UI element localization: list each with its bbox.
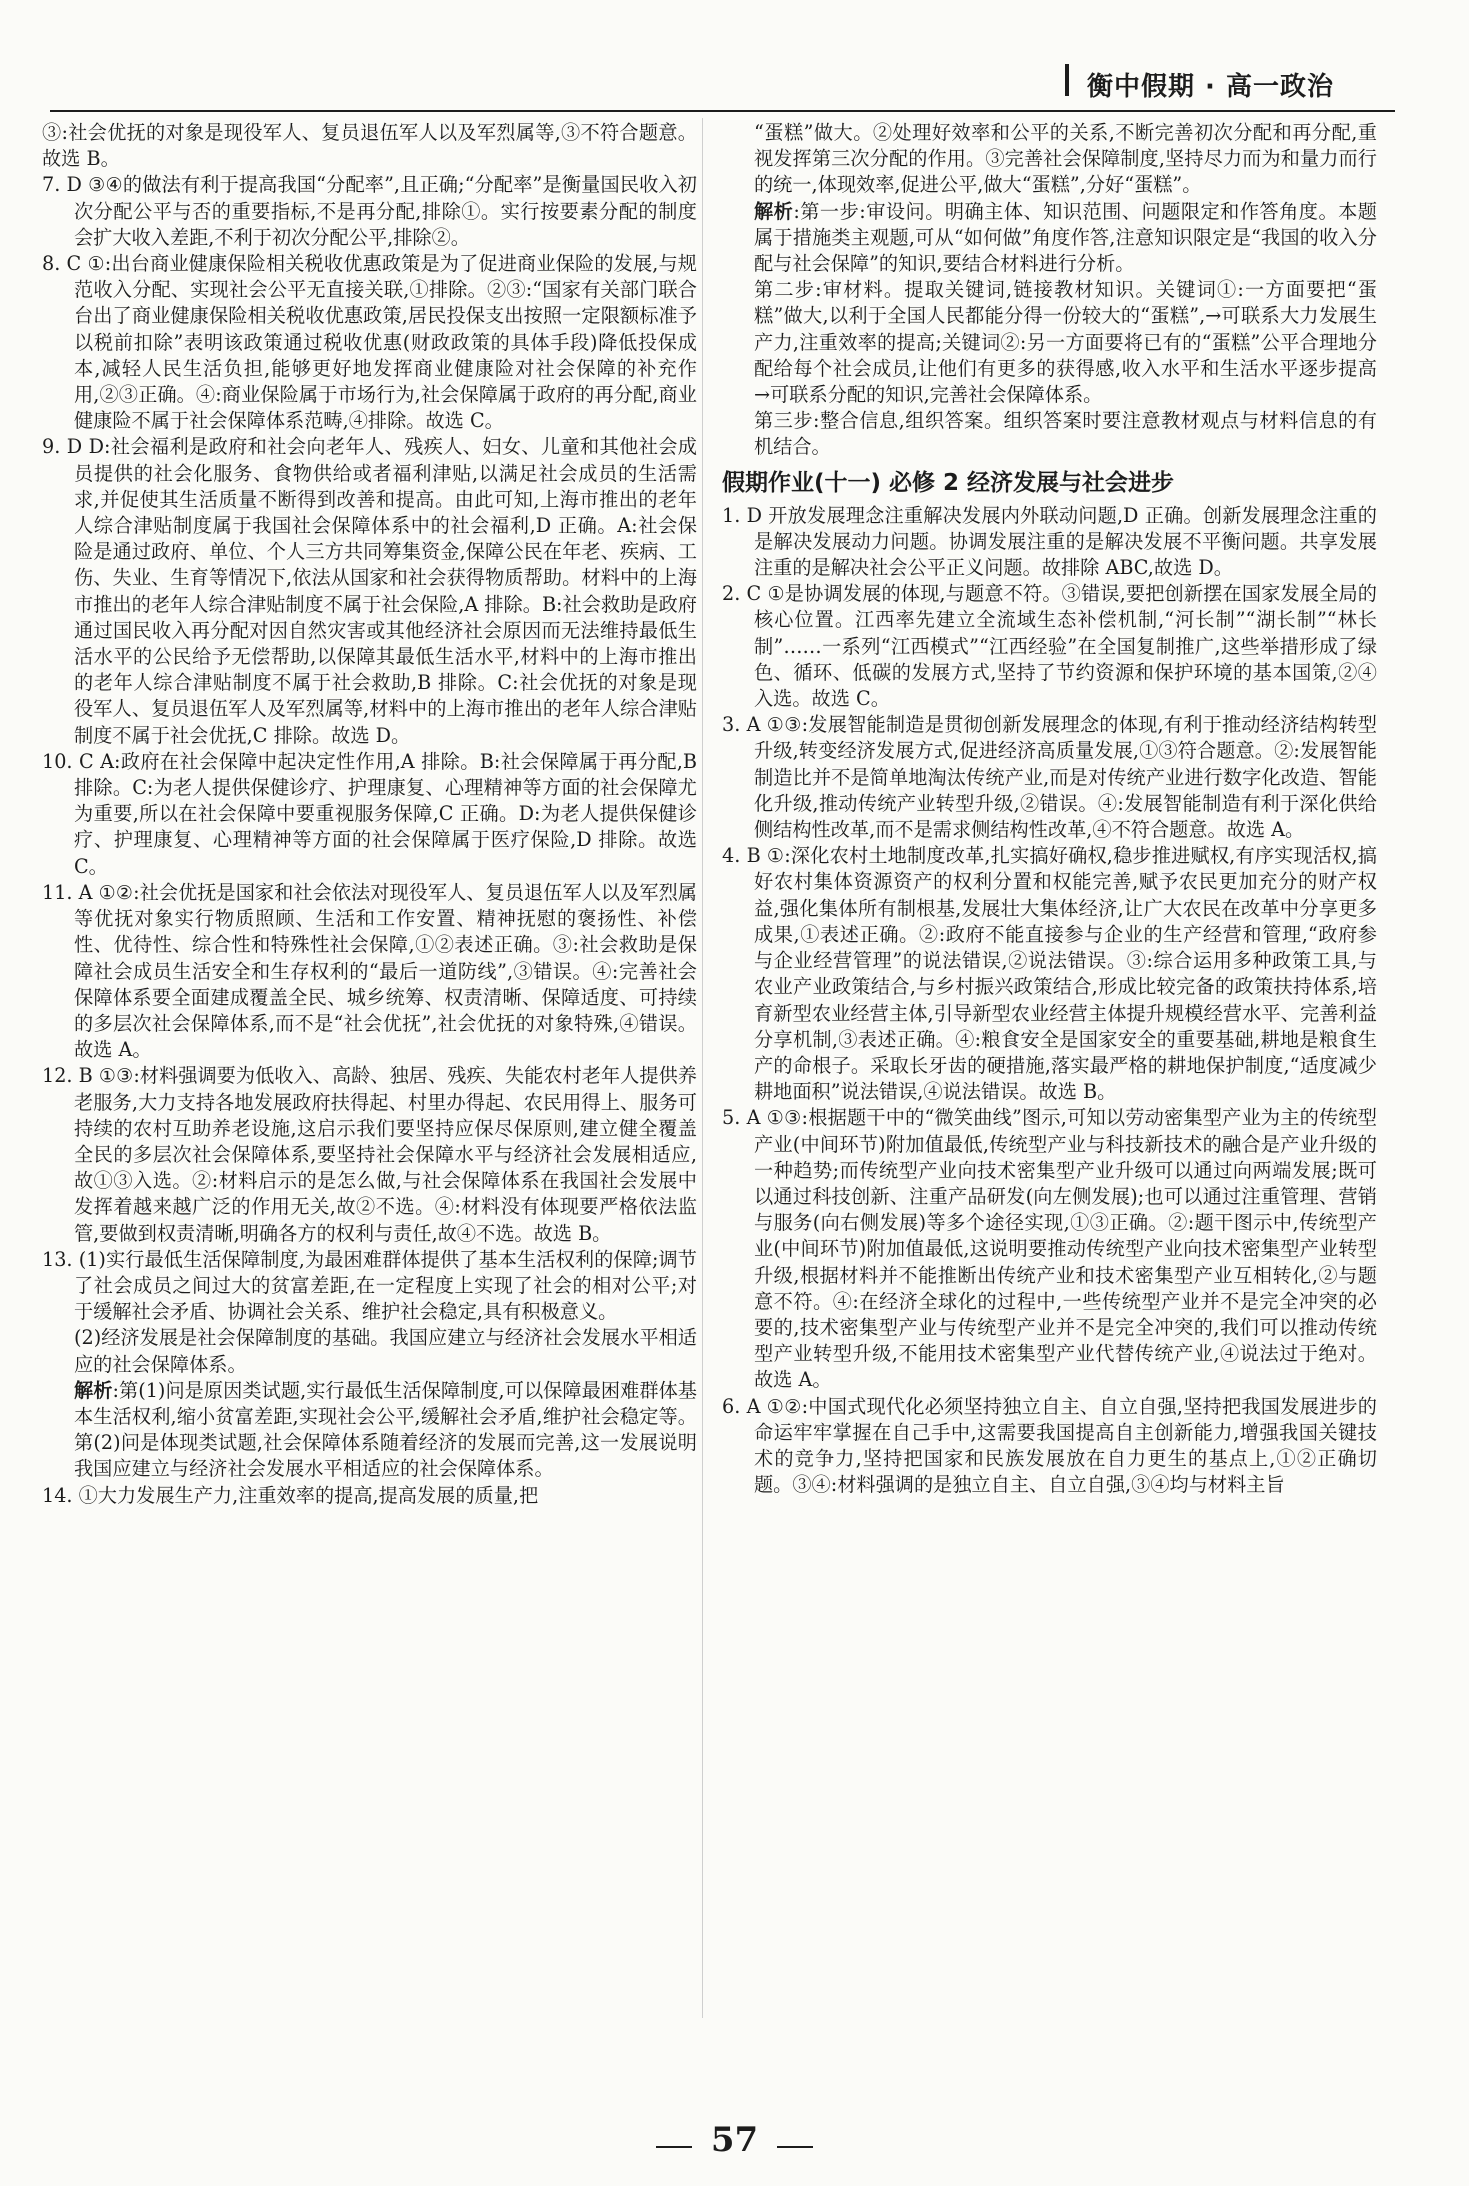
paragraph-text: ③:社会优抚的对象是现役军人、复员退伍军人以及军烈属等,③不符合题意。故选 B。 (42, 121, 697, 171)
answer-paragraph (722, 199, 1377, 278)
paragraph-text: 7. D ③④的做法有利于提高我国“分配率”,且正确;“分配率”是衡量国民收入初次分配公平与否的重要指标,不是再分配,排除①。实行按要素分配的制度会扩大收入差距,不利于初次分配公平,排除②。 (42, 173, 697, 249)
page-number: 57 (710, 2120, 759, 2160)
paragraph-text: 5. A ①③:根据题干中的“微笑曲线”图示,可知以劳动密集型产业为主的传统型产业(中间环节)附加值最低,传统型产业与科技新技术的融合是产业升级的一种趋势;而传统型产业向技术密集型产业升级可以通过向两端发展;既可以通过科技创新、注重产品研发(向左侧发展);也可以通过注重管理、营销与服务(向右侧发展)等多个途径实现,①③正确。②:题干图示中,传统型产业(中间环节)附加值最低,这说明要推动传统型产业向技术密集型产业转型升级,根据材料并不能推断出传统产业和技术密集型产业互相转化,②与题意不符。④:在经济全球化的过程中,一些传统型产业并不是完全冲突的必要的,技术密集型产业与传统型产业并不是完全冲突的,我们可以推动传统型产业转型升级,不能用技术密集型产业代替传统产业,④说法过于绝对。故选 A。 (722, 1106, 1377, 1392)
answer-paragraph (722, 843, 1377, 1105)
answer-paragraph (42, 251, 697, 434)
footer-dash-left (656, 2146, 692, 2148)
answer-paragraph (42, 434, 697, 748)
paragraph-text: 1. D 开放发展理念注重解决发展内外联动问题,D 正确。创新发展理念注重的是解决发展动力问题。协调发展注重的是解决发展不平衡问题。共享发展注重的是解决社会公平正义问题。故排除 ABC,故选 D。 (722, 503, 1377, 580)
left-column (42, 120, 697, 1509)
page-footer (0, 2120, 1469, 2160)
answer-paragraph (42, 1247, 697, 1326)
paragraph-text: 3. A ①③:发展智能制造是贯彻创新发展理念的体现,有利于推动经济结构转型升级,转变经济发展方式,促进经济高质量发展,①③符合题意。②:发展智能制造比并不是简单地淘汰传统产业,而是对传统产业进行数字化改造、智能化升级,推动传统产业转型升级,②错误。④:发展智能制造有利于深化供给侧结构性改革,而不是需求侧结构性改革,④不符合题意。故选 A。 (722, 713, 1377, 842)
section-heading (722, 467, 1377, 499)
paragraph-text: (2)经济发展是社会保障制度的基础。我国应建立与经济社会发展水平相适应的社会保障体系。 (74, 1326, 697, 1376)
paragraph-text: 12. B ①③:材料强调要为低收入、高龄、独居、残疾、失能农村老年人提供养老服务,大力支持各地发展政府扶得起、村里办得起、农民用得上、服务可持续的农村互助养老设施,这启示我们要坚持应保尽保原则,建立健全覆盖全民的多层次社会保障体系,要坚持社会保障水平与经济社会发展相适应,故①③入选。②:材料启示的是怎么做,与社会保障体系在我国社会发展中发挥着越来越广泛的作用无关,故②不选。④:材料没有体现要严格依法监管,要做到权责清晰,明确各方的权利与责任,故④不选。故选 B。 (42, 1064, 697, 1245)
paragraph-text: 6. A ①②:中国式现代化必须坚持独立自主、自立自强,坚持把我国发展进步的命运牢牢掌握在自己手中,这需要我国提高自主创新能力,增强我国关键技术的竞争力,坚持把国家和民族发展放在自力更生的基点上,①②正确切题。③④:材料强调的是独立自主、自立自强,③④均与材料主旨 (722, 1394, 1377, 1497)
answer-paragraph (42, 1325, 697, 1377)
header-bar-left (1065, 64, 1069, 96)
answer-paragraph (722, 712, 1377, 843)
page-header (1065, 58, 1385, 104)
answer-paragraph (42, 1378, 697, 1483)
header-title: 衡中假期 · 高一政治 (1087, 72, 1334, 102)
answer-paragraph (722, 503, 1377, 582)
analysis-label: 解析 (754, 199, 794, 223)
answer-paragraph (42, 120, 697, 172)
answer-paragraph (42, 749, 697, 880)
answer-paragraph (42, 1483, 697, 1509)
header-rule (50, 110, 1395, 112)
answer-paragraph (722, 1394, 1377, 1499)
paragraph-text: 第二步:审材料。提取关键词,链接教材知识。关键词①:一方面要把“蛋糕”做大,以利于全国人民都能分得一份较大的“蛋糕”,→可联系大力发展生产力,注重效率的提高;关键词②:另一方面要将已有的“蛋糕”公平合理地分配给每个社会成员,让他们有更多的获得感,收入水平和生活水平逐步提高→可联系分配的知识,完善社会保障体系。 (754, 278, 1377, 407)
answer-paragraph (42, 1063, 697, 1246)
paragraph-text: 11. A ①②:社会优抚是国家和社会依法对现役军人、复员退伍军人以及军烈属等优抚对象实行物质照顾、生活和工作安置、精神抚慰的褒扬性、补偿性、优待性、综合性和特殊性社会保障,①②表述正确。③:社会救助是保障社会成员生活安全和生存权利的“最后一道防线”,③错误。④:完善社会保障体系要全面建成覆盖全民、城乡统筹、权责清晰、保障适度、可持续的多层次社会保障体系,而不是“社会优抚”,社会优抚的对象特殊,④错误。故选 A。 (42, 880, 697, 1062)
paragraph-text: 10. C A:政府在社会保障中起决定性作用,A 排除。B:社会保障属于再分配,B 排除。C:为老人提供保健诊疗、护理康复、心理精神等方面的社会保障尤为重要,所以在社会保障中要重视服务保障,C 正确。D:为老人提供保健诊疗、护理康复、心理精神等方面的社会保障属于医疗保险,D 排除。故选 C。 (42, 749, 697, 878)
paragraph-text: 2. C ①是协调发展的体现,与题意不符。③错误,要把创新摆在国家发展全局的核心位置。江西率先建立全流域生态补偿机制,“河长制”“湖长制”“林长制”……一系列“江西模式”“江西经验”在全国复制推广,这些举措形成了绿色、循环、低碳的发展方式,坚持了节约资源和保护环境的基本国策,②④入选。故选 C。 (722, 582, 1377, 711)
paragraph-text: :第(1)问是原因类试题,实行最低生活保障制度,可以保障最困难群体基本生活权利,缩小贫富差距,实现社会公平,缓解社会矛盾,维护社会稳定等。第(2)问是体现类试题,社会保障体系随着经济的发展而完善,这一发展说明我国应建立与经济社会发展水平相适应的社会保障体系。 (74, 1378, 697, 1481)
paragraph-text: 8. C ①:出台商业健康保险相关税收优惠政策是为了促进商业保险的发展,与规范收入分配、实现社会公平无直接关联,①排除。②③:“国家有关部门联合台出了商业健康保险相关税收优惠政策,居民投保支出按照一定限额标准予以税前扣除”表明该政策通过税收优惠(财政政策的具体手段)降低投保成本,减轻人民生活负担,能够更好地发挥商业健康险对社会保障的补充作用,②③正确。④:商业保险属于市场行为,社会保障属于政府的再分配,商业健康险不属于社会保障体系范畴,④排除。故选 C。 (42, 252, 697, 433)
analysis-label: 解析 (74, 1378, 113, 1402)
paragraph-text: 第三步:整合信息,组织答案。组织答案时要注意教材观点与材料信息的有机结合。 (754, 409, 1377, 459)
answer-paragraph (722, 277, 1377, 408)
paragraph-text: 假期作业(十一) 必修 2 经济发展与社会进步 (722, 469, 1175, 496)
paragraph-text: 4. B ①:深化农村土地制度改革,扎实搞好确权,稳步推进赋权,有序实现活权,搞好农村集体资源资产的权利分置和权能完善,赋予农民更加充分的财产权益,强化集体所有制根基,发展壮大集体经济,让广大农民在改革中分享更多成果,①表述正确。②:政府不能直接参与企业的生产经营和管理,“政府参与企业经营管理”的说法错误,②说法错误。③:综合运用多种政策工具,与农业产业政策结合,与乡村振兴政策结合,形成比较完备的政策扶持体系,培育新型农业经营主体,引导新型农业经营主体提升规模经营水平、完善利益分享机制,③表述正确。④:粮食安全是国家安全的重要基础,耕地是粮食生产的命根子。采取长牙齿的硬措施,落实最严格的耕地保护制度,“适度减少耕地面积”说法错误,④说法错误。故选 B。 (722, 844, 1377, 1104)
answer-paragraph (722, 1105, 1377, 1393)
paragraph-text: 13. (1)实行最低生活保障制度,为最困难群体提供了基本生活权利的保障;调节了社会成员之间过大的贫富差距,在一定程度上实现了社会的相对公平;对于缓解社会矛盾、协调社会关系、维护社会稳定,具有积极意义。 (42, 1247, 697, 1324)
answer-paragraph (722, 581, 1377, 712)
answer-paragraph (722, 408, 1377, 460)
answer-paragraph (42, 880, 697, 1063)
right-column (722, 120, 1377, 1498)
paragraph-text: :第一步:审设问。明确主体、知识范围、问题限定和作答角度。本题属于措施类主观题,可从“如何做”角度作答,注意知识限定是“我国的收入分配与社会保障”的知识,要结合材料进行分析。 (754, 199, 1377, 276)
answer-paragraph (42, 172, 697, 251)
column-divider (702, 118, 703, 2018)
answer-paragraph (722, 120, 1377, 199)
paragraph-text: “蛋糕”做大。②处理好效率和公平的关系,不断完善初次分配和再分配,重视发挥第三次分配的作用。③完善社会保障制度,坚持尽力而为和量力而行的统一,体现效率,促进公平,做大“蛋糕”,分好“蛋糕”。 (754, 121, 1377, 197)
paragraph-text: 9. D D:社会福利是政府和社会向老年人、残疾人、妇女、儿童和其他社会成员提供的社会化服务、食物供给或者福利津贴,以满足社会成员的生活需求,并促使其生活质量不断得到改善和提高。由此可知,上海市推出的老年人综合津贴制度属于我国社会保障体系中的社会福利,D 正确。A:社会保险是通过政府、单位、个人三方共同筹集资金,保障公民在年老、疾病、工伤、失业、生育等情况下,依法从国家和社会获得物质帮助。材料中的上海市推出的老年人综合津贴制度不属于社会保险,A 排除。B:社会救助是政府通过国民收入再分配对因自然灾害或其他经济社会原因而无法维持最低生活水平的公民给予无偿帮助,以保障其最低生活水平,材料中的上海市推出的老年人综合津贴制度不属于社会救助,B 排除。C:社会优抚的对象是现役军人、复员退伍军人及军烈属等,材料中的上海市推出的老年人综合津贴制度不属于社会优抚,C 排除。故选 D。 (42, 435, 697, 747)
paragraph-text: 14. ①大力发展生产力,注重效率的提高,提高发展的质量,把 (42, 1483, 539, 1507)
footer-dash-right (777, 2146, 813, 2148)
